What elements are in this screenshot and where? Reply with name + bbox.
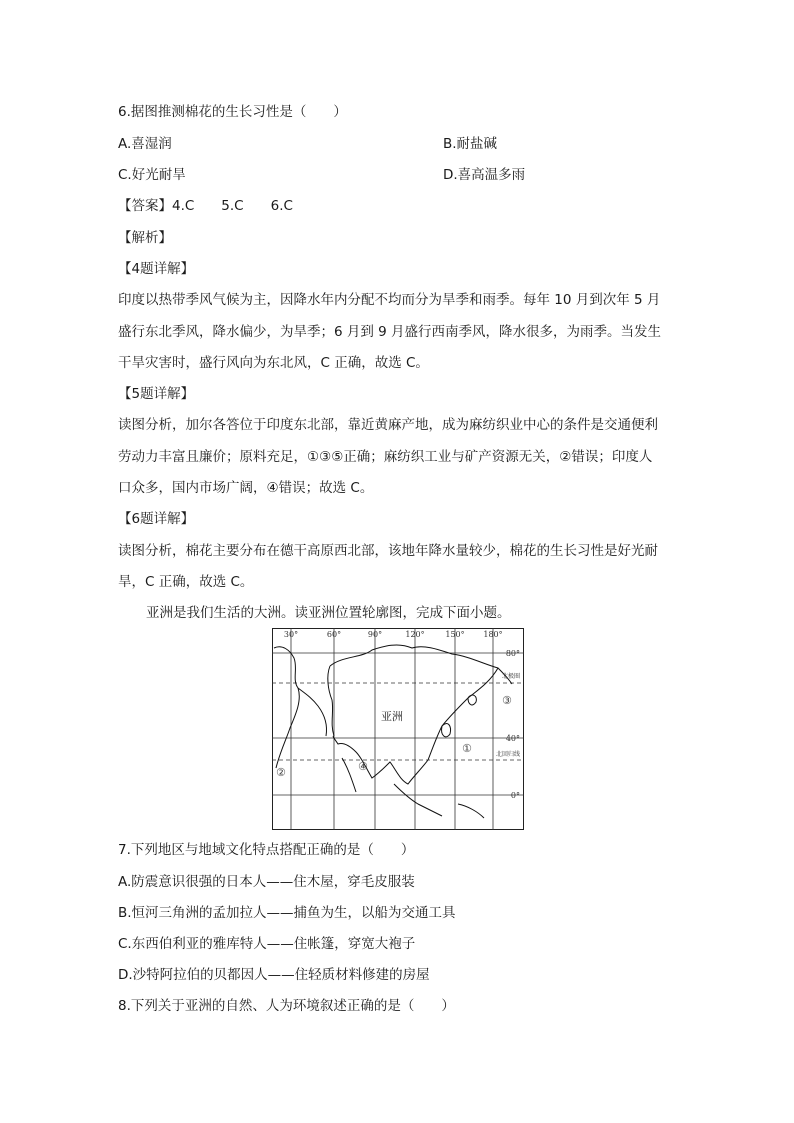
- q6-option-c: C.好光耐旱: [118, 167, 186, 183]
- lon-label-120: 120°: [405, 630, 425, 639]
- lon-label-30: 30°: [283, 630, 299, 639]
- lat-label-0: 0°: [510, 791, 520, 800]
- q5-detail-line: 劳动力丰富且廉价；原料充足，①③⑤正确；麻纺织工业与矿产资源无关，②错误；印度人: [118, 449, 653, 465]
- analysis-title: 【解析】: [118, 230, 172, 246]
- q6-stem: 6.据图推测棉花的生长习性是（ ）: [118, 104, 347, 120]
- q7-option-b: B.恒河三角洲的孟加拉人——捕鱼为生，以船为交通工具: [118, 905, 456, 921]
- marker-4: ④: [358, 760, 368, 773]
- marker-1: ①: [462, 742, 472, 755]
- q8-stem: 8.下列关于亚洲的自然、人为环境叙述正确的是（ ）: [118, 998, 455, 1014]
- q4-detail-line: 干旱灾害时，盛行风向为东北风，C 正确，故选 C。: [118, 355, 429, 371]
- tropic-label: 北回归线: [495, 751, 520, 758]
- continent-label: 亚洲: [381, 710, 403, 723]
- lat-label-40: 40°: [505, 734, 520, 743]
- q7-option-c: C.东西伯利亚的雅库特人——住帐篷，穿宽大袍子: [118, 936, 416, 952]
- lon-label-180: 180°: [483, 630, 503, 639]
- q6-option-d: D.喜高温多雨: [443, 167, 526, 183]
- q7-option-a: A.防震意识很强的日本人——住木屋，穿毛皮服装: [118, 874, 415, 890]
- q5-detail-line: 口众多，国内市场广阔，④错误；故选 C。: [118, 480, 374, 496]
- q4-detail-title: 【4题详解】: [118, 261, 195, 277]
- q5-detail-line: 读图分析，加尔各答位于印度东北部，靠近黄麻产地，成为麻纺织业中心的条件是交通便利: [118, 417, 658, 433]
- lon-label-60: 60°: [326, 630, 342, 639]
- asia-outline-map: [272, 628, 524, 830]
- lat-label-80: 80°: [505, 649, 520, 658]
- lon-label-150: 150°: [445, 630, 465, 639]
- q6-detail-title: 【6题详解】: [118, 511, 195, 527]
- q4-detail-line: 盛行东北季风，降水偏少，为旱季；6 月到 9 月盛行西南季风，降水很多，为雨季。当发生: [118, 324, 662, 340]
- map-intro: 亚洲是我们生活的大洲。读亚洲位置轮廓图，完成下面小题。: [146, 605, 511, 621]
- q4-detail-line: 印度以热带季风气候为主，因降水年内分配不均而分为旱季和雨季。每年 10 月到次年 5 月: [118, 292, 661, 308]
- q5-detail-title: 【5题详解】: [118, 386, 195, 402]
- q7-option-d: D.沙特阿拉伯的贝都因人——住轻质材料修建的房屋: [118, 967, 430, 983]
- marker-2: ②: [276, 766, 286, 779]
- q7-stem: 7.下列地区与地域文化特点搭配正确的是（ ）: [118, 842, 415, 858]
- lon-label-90: 90°: [367, 630, 383, 639]
- q6-detail-line: 读图分析，棉花主要分布在德干高原西北部，该地年降水量较少，棉花的生长习性是好光耐: [118, 543, 658, 559]
- answer-line: 【答案】4.C 5.C 6.C: [118, 198, 293, 214]
- q6-detail-line: 旱，C 正确，故选 C。: [118, 574, 254, 590]
- q6-option-b: B.耐盐碱: [443, 136, 498, 152]
- arctic-circle-label: 北极圈: [501, 673, 520, 680]
- q6-option-a: A.喜湿润: [118, 136, 172, 152]
- map-frame: [273, 629, 524, 830]
- marker-3: ③: [502, 694, 512, 707]
